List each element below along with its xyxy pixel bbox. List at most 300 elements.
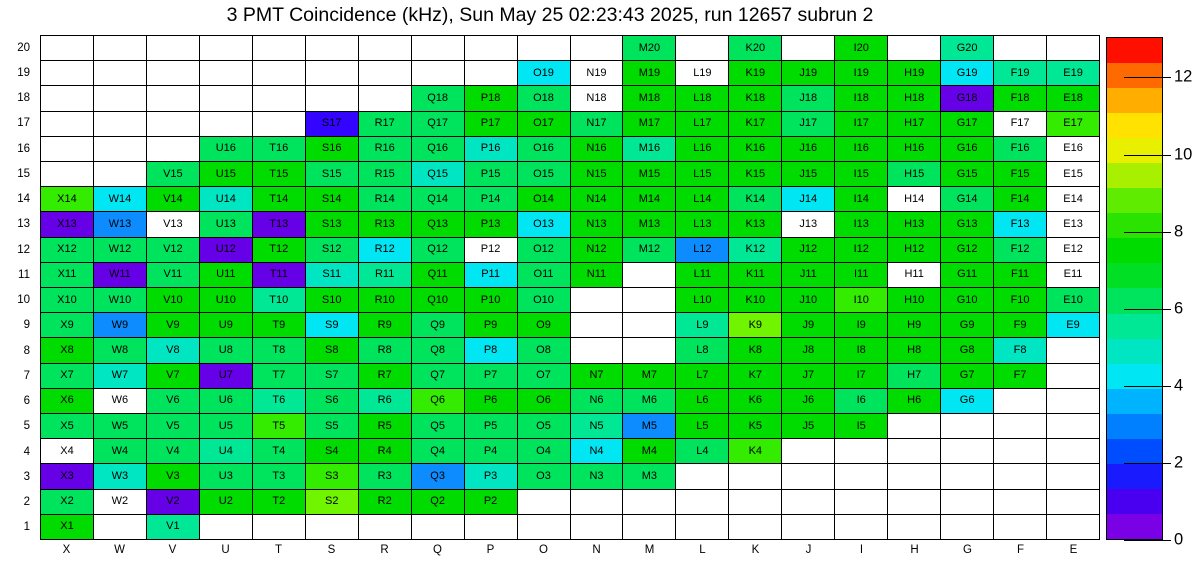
heatmap-cell-J14: J14 xyxy=(782,187,834,211)
heatmap-cell-L19: L19 xyxy=(676,61,728,85)
colorbar-band xyxy=(1107,88,1162,113)
heatmap-cell-H1 xyxy=(888,515,940,539)
heatmap-cell-T4: T4 xyxy=(253,439,305,463)
heatmap-cell-L20 xyxy=(676,36,728,60)
heatmap-cell-S9: S9 xyxy=(306,313,358,337)
heatmap-cell-I19: I19 xyxy=(835,61,887,85)
heatmap-cell-I11: I11 xyxy=(835,263,887,287)
heatmap-cell-J8: J8 xyxy=(782,338,834,362)
heatmap-cell-M9 xyxy=(623,313,675,337)
y-axis-tick-label: 7 xyxy=(23,369,30,382)
heatmap-cell-M19: M19 xyxy=(623,61,675,85)
heatmap-cell-K18: K18 xyxy=(729,86,781,110)
heatmap-cell-I8: I8 xyxy=(835,338,887,362)
heatmap-cell-I14: I14 xyxy=(835,187,887,211)
heatmap-cell-S5: S5 xyxy=(306,414,358,438)
heatmap-cell-E3 xyxy=(1047,464,1099,488)
heatmap-cell-J7: J7 xyxy=(782,364,834,388)
colorbar-tick-label: 4 xyxy=(1174,376,1184,395)
heatmap-cell-R12: R12 xyxy=(359,238,411,262)
heatmap-cell-Q3: Q3 xyxy=(412,464,464,488)
heatmap-cell-H6: H6 xyxy=(888,389,940,413)
heatmap-cell-T20 xyxy=(253,36,305,60)
heatmap-cell-T17 xyxy=(253,112,305,136)
heatmap-cell-V9: V9 xyxy=(147,313,199,337)
heatmap-cell-H14: H14 xyxy=(888,187,940,211)
heatmap-cell-O9: O9 xyxy=(518,313,570,337)
heatmap-cell-K5: K5 xyxy=(729,414,781,438)
heatmap-cell-X8: X8 xyxy=(41,338,93,362)
heatmap-cell-P5: P5 xyxy=(465,414,517,438)
heatmap-cell-M16: M16 xyxy=(623,137,675,161)
colorbar-band xyxy=(1107,38,1162,63)
heatmap-cell-L3 xyxy=(676,464,728,488)
colorbar-tick-label: 0 xyxy=(1174,530,1184,549)
heatmap-cell-I18: I18 xyxy=(835,86,887,110)
heatmap-cell-T12: T12 xyxy=(253,238,305,262)
heatmap-cell-H13: H13 xyxy=(888,212,940,236)
x-axis-tick-label: G xyxy=(963,544,972,556)
heatmap-cell-E6 xyxy=(1047,389,1099,413)
colorbar-band xyxy=(1107,138,1162,163)
heatmap-cell-I3 xyxy=(835,464,887,488)
heatmap-cell-T3: T3 xyxy=(253,464,305,488)
heatmap-cell-R2: R2 xyxy=(359,490,411,514)
colorbar-band xyxy=(1107,188,1162,213)
heatmap-cell-P7: P7 xyxy=(465,364,517,388)
heatmap-cell-R14: R14 xyxy=(359,187,411,211)
heatmap-cell-K3 xyxy=(729,464,781,488)
heatmap-cell-F19: F19 xyxy=(994,61,1046,85)
heatmap-cell-V16 xyxy=(147,137,199,161)
heatmap-cell-N18: N18 xyxy=(571,86,623,110)
heatmap-cell-E15: E15 xyxy=(1047,162,1099,186)
heatmap-cell-S13: S13 xyxy=(306,212,358,236)
heatmap-cell-N5: N5 xyxy=(571,414,623,438)
x-axis-tick-label: I xyxy=(859,544,864,556)
heatmap-cell-U2: U2 xyxy=(200,490,252,514)
heatmap-cell-S1 xyxy=(306,515,358,539)
colorbar-band xyxy=(1107,439,1162,464)
heatmap-cell-R9: R9 xyxy=(359,313,411,337)
heatmap-cell-W19 xyxy=(94,61,146,85)
heatmap-cell-R6: R6 xyxy=(359,389,411,413)
heatmap-cell-V10: V10 xyxy=(147,288,199,312)
heatmap-cell-Q18: Q18 xyxy=(412,86,464,110)
heatmap-cell-S18 xyxy=(306,86,358,110)
y-axis-labels xyxy=(6,35,34,540)
heatmap-cell-W13: W13 xyxy=(94,212,146,236)
heatmap-cell-J10: J10 xyxy=(782,288,834,312)
heatmap-cell-E2 xyxy=(1047,490,1099,514)
heatmap-cell-W18 xyxy=(94,86,146,110)
y-axis-tick-label: 1 xyxy=(23,521,30,534)
chart-title: 3 PMT Coincidence (kHz), Sun May 25 02:23:43 2025, run 12657 subrun 2 xyxy=(226,4,874,26)
heatmap-cell-J4 xyxy=(782,439,834,463)
heatmap-cell-P14: P14 xyxy=(465,187,517,211)
heatmap-cell-R18 xyxy=(359,86,411,110)
colorbar-tick xyxy=(1124,309,1171,310)
heatmap-cell-E12: E12 xyxy=(1047,238,1099,262)
x-axis-labels xyxy=(40,544,1100,564)
heatmap-cell-O1 xyxy=(518,515,570,539)
x-axis-tick-label: Q xyxy=(433,544,442,556)
heatmap-cell-F6 xyxy=(994,389,1046,413)
heatmap-cell-T8: T8 xyxy=(253,338,305,362)
heatmap-cell-I2 xyxy=(835,490,887,514)
y-axis-tick-label: 4 xyxy=(23,445,30,458)
heatmap-cell-G1 xyxy=(941,515,993,539)
heatmap-cell-F3 xyxy=(994,464,1046,488)
heatmap-cell-T18 xyxy=(253,86,305,110)
heatmap-cell-I20: I20 xyxy=(835,36,887,60)
heatmap-cell-G14: G14 xyxy=(941,187,993,211)
heatmap-cell-X5: X5 xyxy=(41,414,93,438)
heatmap-cell-L5: L5 xyxy=(676,414,728,438)
heatmap-cell-X6: X6 xyxy=(41,389,93,413)
heatmap-cell-L2 xyxy=(676,490,728,514)
heatmap-cell-U18 xyxy=(200,86,252,110)
heatmap-cell-V8: V8 xyxy=(147,338,199,362)
heatmap-cell-U8: U8 xyxy=(200,338,252,362)
heatmap-cell-W6: W6 xyxy=(94,389,146,413)
heatmap-cell-W20 xyxy=(94,36,146,60)
heatmap-cell-U5: U5 xyxy=(200,414,252,438)
heatmap-cell-G16: G16 xyxy=(941,137,993,161)
x-axis-tick-label: P xyxy=(486,544,495,556)
heatmap-cell-E9: E9 xyxy=(1047,313,1099,337)
heatmap-cell-V18 xyxy=(147,86,199,110)
heatmap-cell-P3: P3 xyxy=(465,464,517,488)
heatmap-cell-W14: W14 xyxy=(94,187,146,211)
heatmap-cell-L6: L6 xyxy=(676,389,728,413)
heatmap-cell-E8 xyxy=(1047,338,1099,362)
colorbar-band xyxy=(1107,389,1162,414)
colorbar-tick-label: 6 xyxy=(1174,299,1184,318)
heatmap-cell-N20 xyxy=(571,36,623,60)
heatmap-cell-K14: K14 xyxy=(729,187,781,211)
heatmap-cell-Q9: Q9 xyxy=(412,313,464,337)
heatmap-cell-M2 xyxy=(623,490,675,514)
heatmap-cell-K20: K20 xyxy=(729,36,781,60)
heatmap-cell-N4: N4 xyxy=(571,439,623,463)
colorbar-tick xyxy=(1124,386,1171,387)
heatmap-cell-E1 xyxy=(1047,515,1099,539)
heatmap-cell-G6: G6 xyxy=(941,389,993,413)
heatmap-cell-E10: E10 xyxy=(1047,288,1099,312)
heatmap-cell-I13: I13 xyxy=(835,212,887,236)
heatmap-cell-H17: H17 xyxy=(888,112,940,136)
heatmap-cell-M5: M5 xyxy=(623,414,675,438)
heatmap-cell-N2 xyxy=(571,490,623,514)
heatmap-cell-M10 xyxy=(623,288,675,312)
heatmap-cell-N17: N17 xyxy=(571,112,623,136)
heatmap-cell-X9: X9 xyxy=(41,313,93,337)
heatmap-cell-G10: G10 xyxy=(941,288,993,312)
heatmap-cell-I7: I7 xyxy=(835,364,887,388)
heatmap-cell-K17: K17 xyxy=(729,112,781,136)
heatmap-cell-T13: T13 xyxy=(253,212,305,236)
heatmap-cell-L7: L7 xyxy=(676,364,728,388)
heatmap-cell-O16: O16 xyxy=(518,137,570,161)
heatmap-cell-F1 xyxy=(994,515,1046,539)
heatmap-cell-I12: I12 xyxy=(835,238,887,262)
heatmap-cell-Q12: Q12 xyxy=(412,238,464,262)
x-axis-tick-label: F xyxy=(1016,544,1025,556)
heatmap-cell-S10: S10 xyxy=(306,288,358,312)
heatmap-cell-N10 xyxy=(571,288,623,312)
heatmap-cell-N14: N14 xyxy=(571,187,623,211)
heatmap-cell-Q4: Q4 xyxy=(412,439,464,463)
x-axis-tick-label: U xyxy=(221,544,230,556)
heatmap-cell-P15: P15 xyxy=(465,162,517,186)
heatmap-cell-X18 xyxy=(41,86,93,110)
heatmap-cell-R5: R5 xyxy=(359,414,411,438)
heatmap-cell-V4: V4 xyxy=(147,439,199,463)
heatmap-cell-V13: V13 xyxy=(147,212,199,236)
heatmap-cell-R10: R10 xyxy=(359,288,411,312)
heatmap-cell-S20 xyxy=(306,36,358,60)
heatmap-cell-G15: G15 xyxy=(941,162,993,186)
heatmap-cell-K7: K7 xyxy=(729,364,781,388)
heatmap-cell-W10: W10 xyxy=(94,288,146,312)
heatmap-cell-I1 xyxy=(835,515,887,539)
heatmap-cell-W9: W9 xyxy=(94,313,146,337)
heatmap-cell-W16 xyxy=(94,137,146,161)
heatmap-cell-H4 xyxy=(888,439,940,463)
heatmap-cell-X2: X2 xyxy=(41,490,93,514)
colorbar xyxy=(1106,37,1163,540)
heatmap-cell-N19: N19 xyxy=(571,61,623,85)
colorbar-band xyxy=(1107,238,1162,263)
heatmap-cell-U10: U10 xyxy=(200,288,252,312)
heatmap-cell-I6: I6 xyxy=(835,389,887,413)
heatmap-cell-V3: V3 xyxy=(147,464,199,488)
heatmap-cell-Q1 xyxy=(412,515,464,539)
heatmap-cell-Q8: Q8 xyxy=(412,338,464,362)
heatmap-cell-J9: J9 xyxy=(782,313,834,337)
heatmap-cell-X11: X11 xyxy=(41,263,93,287)
heatmap-cell-U19 xyxy=(200,61,252,85)
heatmap-cell-T2: T2 xyxy=(253,490,305,514)
heatmap-cell-M4: M4 xyxy=(623,439,675,463)
heatmap-cell-T5: T5 xyxy=(253,414,305,438)
heatmap-cell-N11: N11 xyxy=(571,263,623,287)
heatmap-cell-R20 xyxy=(359,36,411,60)
colorbar-tick xyxy=(1124,463,1171,464)
heatmap-cell-H9: H9 xyxy=(888,313,940,337)
heatmap-cell-L13: L13 xyxy=(676,212,728,236)
heatmap-cell-Q11: Q11 xyxy=(412,263,464,287)
heatmap-cell-J6: J6 xyxy=(782,389,834,413)
heatmap-cell-E11: E11 xyxy=(1047,263,1099,287)
x-axis-tick-label: T xyxy=(274,544,283,556)
heatmap-cell-S2: S2 xyxy=(306,490,358,514)
heatmap-cell-Q15: Q15 xyxy=(412,162,464,186)
heatmap-cell-L10: L10 xyxy=(676,288,728,312)
heatmap-cell-Q16: Q16 xyxy=(412,137,464,161)
heatmap-cell-T10: T10 xyxy=(253,288,305,312)
heatmap-cell-R19 xyxy=(359,61,411,85)
heatmap-cell-H18: H18 xyxy=(888,86,940,110)
y-axis-tick-label: 11 xyxy=(18,268,30,281)
heatmap-cell-P12: P12 xyxy=(465,238,517,262)
heatmap-cell-R7: R7 xyxy=(359,364,411,388)
heatmap-cell-M1 xyxy=(623,515,675,539)
heatmap-cell-V15: V15 xyxy=(147,162,199,186)
heatmap-cell-K10: K10 xyxy=(729,288,781,312)
x-axis-tick-label: J xyxy=(805,544,812,556)
heatmap-cell-H5 xyxy=(888,414,940,438)
heatmap-cell-J3 xyxy=(782,464,834,488)
heatmap-cell-F11: F11 xyxy=(994,263,1046,287)
heatmap-cell-Q2: Q2 xyxy=(412,490,464,514)
heatmap-cell-W1 xyxy=(94,515,146,539)
heatmap-cell-G13: G13 xyxy=(941,212,993,236)
heatmap-cell-P17: P17 xyxy=(465,112,517,136)
heatmap-cell-T9: T9 xyxy=(253,313,305,337)
heatmap-cell-T15: T15 xyxy=(253,162,305,186)
heatmap-cell-G2 xyxy=(941,490,993,514)
x-axis-tick-label: M xyxy=(644,544,655,556)
colorbar-band xyxy=(1107,489,1162,514)
heatmap-cell-M13: M13 xyxy=(623,212,675,236)
y-axis-tick-label: 6 xyxy=(23,395,30,408)
heatmap-cell-P4: P4 xyxy=(465,439,517,463)
colorbar-band xyxy=(1107,63,1162,88)
heatmap-cell-K13: K13 xyxy=(729,212,781,236)
heatmap-cell-L11: L11 xyxy=(676,263,728,287)
heatmap-cell-S3: S3 xyxy=(306,464,358,488)
heatmap-cell-X20 xyxy=(41,36,93,60)
colorbar-tick-label: 10 xyxy=(1174,145,1193,164)
heatmap-cell-T7: T7 xyxy=(253,364,305,388)
colorbar-band xyxy=(1107,339,1162,364)
heatmap-cell-R17: R17 xyxy=(359,112,411,136)
heatmap-cell-G18: G18 xyxy=(941,86,993,110)
heatmap-cell-U4: U4 xyxy=(200,439,252,463)
heatmap-cell-O5: O5 xyxy=(518,414,570,438)
y-axis-tick-label: 19 xyxy=(17,66,30,79)
heatmap-cell-O13: O13 xyxy=(518,212,570,236)
heatmap-cell-X4: X4 xyxy=(41,439,93,463)
heatmap-cell-K2 xyxy=(729,490,781,514)
heatmap-cell-F2 xyxy=(994,490,1046,514)
heatmap-cell-G3 xyxy=(941,464,993,488)
x-axis-tick-label: K xyxy=(751,544,760,556)
heatmap-cell-Q14: Q14 xyxy=(412,187,464,211)
heatmap-cell-E4 xyxy=(1047,439,1099,463)
heatmap-cell-S14: S14 xyxy=(306,187,358,211)
heatmap-cell-M14: M14 xyxy=(623,187,675,211)
y-axis-tick-label: 3 xyxy=(23,470,30,483)
heatmap-cell-G19: G19 xyxy=(941,61,993,85)
heatmap-cell-N16: N16 xyxy=(571,137,623,161)
heatmap-cell-M12: M12 xyxy=(623,238,675,262)
heatmap-cell-P19 xyxy=(465,61,517,85)
heatmap-cell-R1 xyxy=(359,515,411,539)
heatmap-cell-R8: R8 xyxy=(359,338,411,362)
heatmap-cell-P11: P11 xyxy=(465,263,517,287)
heatmap-cell-G4 xyxy=(941,439,993,463)
colorbar-band xyxy=(1107,414,1162,439)
y-axis-tick-label: 16 xyxy=(17,142,30,155)
heatmap-cell-Q13: Q13 xyxy=(412,212,464,236)
heatmap-cell-J5: J5 xyxy=(782,414,834,438)
heatmap-cell-M11 xyxy=(623,263,675,287)
heatmap-cell-G12: G12 xyxy=(941,238,993,262)
heatmap-cell-M17: M17 xyxy=(623,112,675,136)
heatmap-cell-F4 xyxy=(994,439,1046,463)
heatmap-cell-U7: U7 xyxy=(200,364,252,388)
heatmap-cell-S17: S17 xyxy=(306,112,358,136)
heatmap-cell-M6: M6 xyxy=(623,389,675,413)
heatmap-cell-F12: F12 xyxy=(994,238,1046,262)
heatmap-cell-L1 xyxy=(676,515,728,539)
heatmap-cell-T1 xyxy=(253,515,305,539)
heatmap-cell-L12: L12 xyxy=(676,238,728,262)
heatmap-cell-J15: J15 xyxy=(782,162,834,186)
heatmap-cell-Q10: Q10 xyxy=(412,288,464,312)
heatmap-cell-L14: L14 xyxy=(676,187,728,211)
heatmap-cell-T19 xyxy=(253,61,305,85)
heatmap-cell-N13: N13 xyxy=(571,212,623,236)
heatmap-cell-O18: O18 xyxy=(518,86,570,110)
heatmap-cell-F20 xyxy=(994,36,1046,60)
heatmap-cell-H3 xyxy=(888,464,940,488)
heatmap-cell-S7: S7 xyxy=(306,364,358,388)
heatmap-cell-E7 xyxy=(1047,364,1099,388)
heatmap-cell-Q6: Q6 xyxy=(412,389,464,413)
heatmap-cell-S6: S6 xyxy=(306,389,358,413)
heatmap-cell-J19: J19 xyxy=(782,61,834,85)
heatmap-cell-W7: W7 xyxy=(94,364,146,388)
heatmap-cell-G5 xyxy=(941,414,993,438)
heatmap-cell-P2: P2 xyxy=(465,490,517,514)
heatmap-cell-K4: K4 xyxy=(729,439,781,463)
heatmap-cell-F17: F17 xyxy=(994,112,1046,136)
x-axis-tick-label: S xyxy=(327,544,336,556)
heatmap-cell-V12: V12 xyxy=(147,238,199,262)
heatmap-cell-E17: E17 xyxy=(1047,112,1099,136)
heatmap-cell-F15: F15 xyxy=(994,162,1046,186)
heatmap-cell-X16 xyxy=(41,137,93,161)
heatmap-cell-J1 xyxy=(782,515,834,539)
heatmap-cell-J20 xyxy=(782,36,834,60)
heatmap-cell-R4: R4 xyxy=(359,439,411,463)
colorbar-tick-label: 12 xyxy=(1174,67,1193,86)
heatmap-cell-Q7: Q7 xyxy=(412,364,464,388)
heatmap-cell-O15: O15 xyxy=(518,162,570,186)
y-axis-tick-label: 17 xyxy=(17,117,30,130)
heatmap-cell-U16: U16 xyxy=(200,137,252,161)
heatmap-cell-W11: W11 xyxy=(94,263,146,287)
colorbar-band xyxy=(1107,464,1162,489)
heatmap-cell-U1 xyxy=(200,515,252,539)
heatmap-cell-K16: K16 xyxy=(729,137,781,161)
heatmap-cell-V2: V2 xyxy=(147,490,199,514)
y-axis-tick-label: 9 xyxy=(23,319,30,332)
colorbar-tick xyxy=(1124,155,1171,156)
heatmap-cell-N15: N15 xyxy=(571,162,623,186)
heatmap-cell-E5 xyxy=(1047,414,1099,438)
heatmap-cell-W3: W3 xyxy=(94,464,146,488)
heatmap-cell-I4 xyxy=(835,439,887,463)
heatmap-cell-M8 xyxy=(623,338,675,362)
heatmap-cell-O19: O19 xyxy=(518,61,570,85)
heatmap-cell-J17: J17 xyxy=(782,112,834,136)
heatmap-cell-N7: N7 xyxy=(571,364,623,388)
